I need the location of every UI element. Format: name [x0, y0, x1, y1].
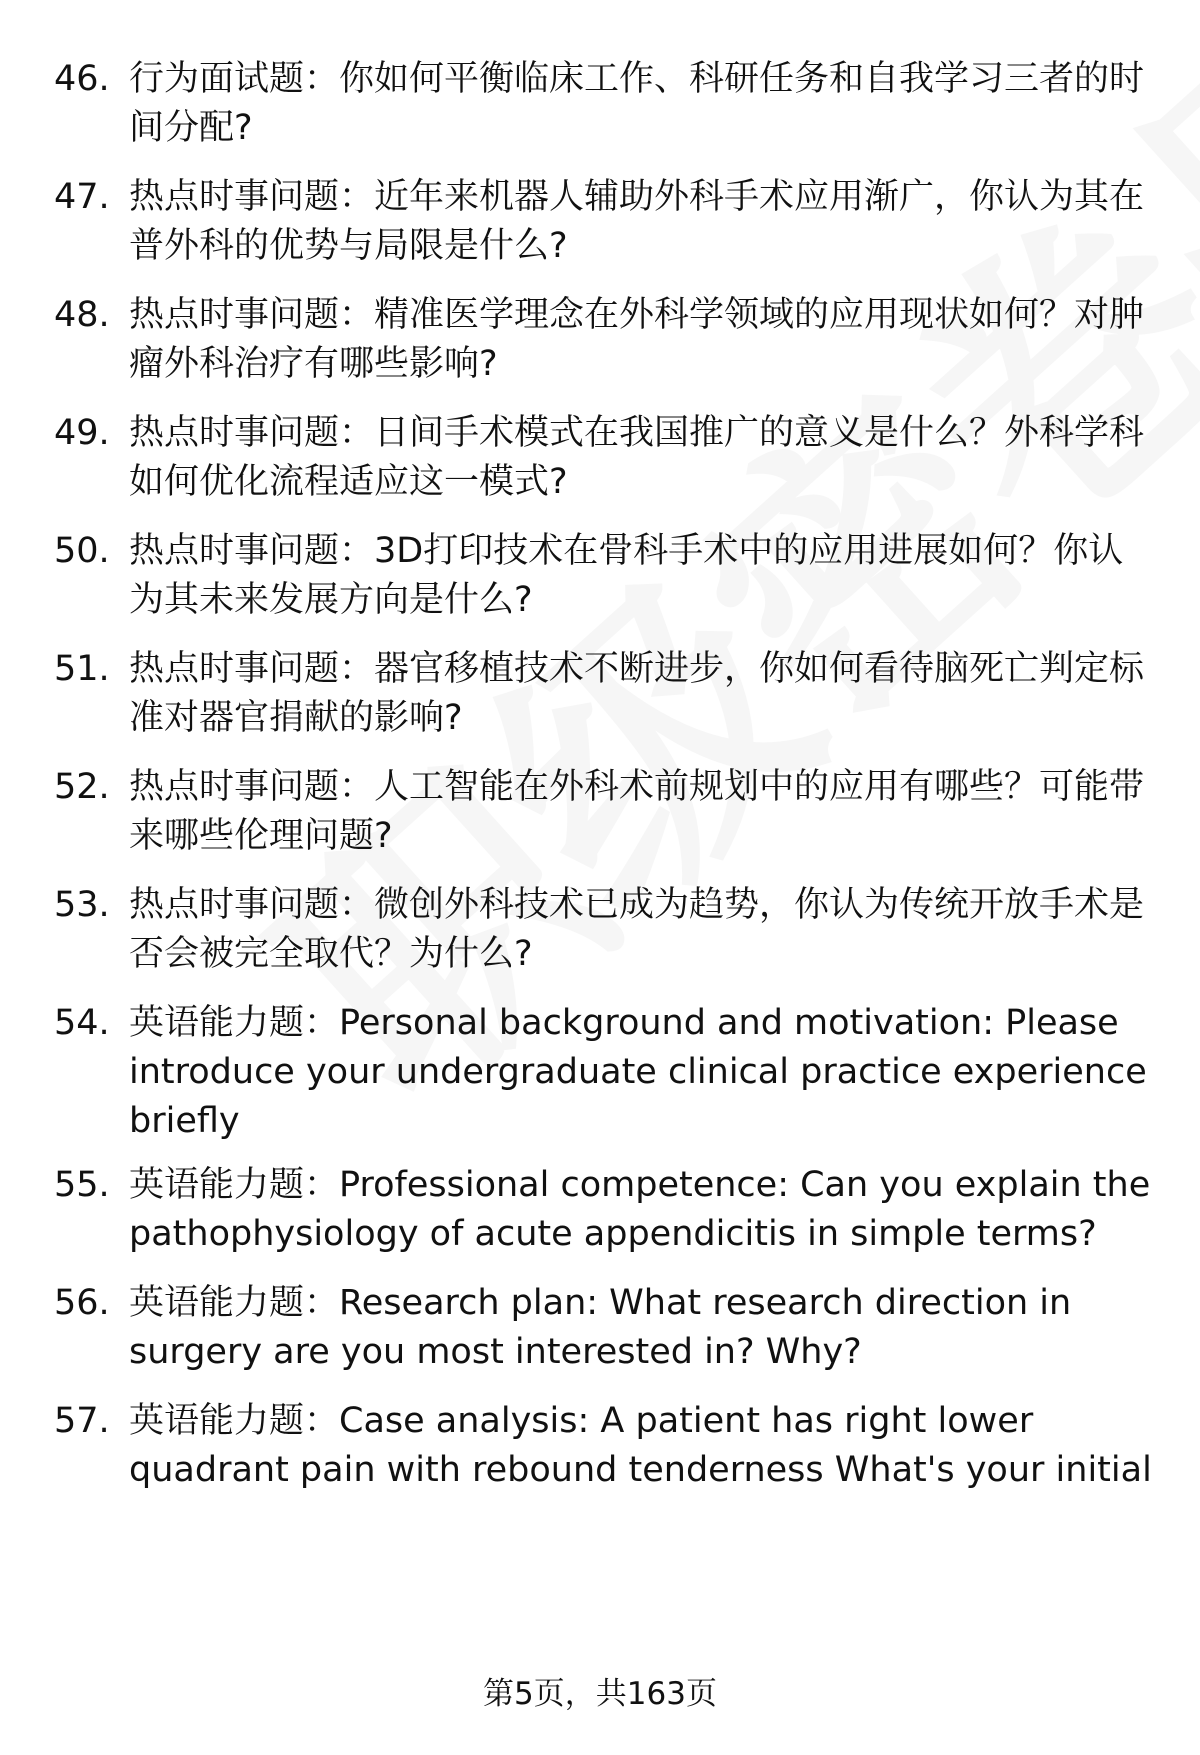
question-text — [129, 173, 1155, 271]
question-number: 54. — [54, 1003, 110, 1043]
question-text — [129, 1161, 1155, 1259]
question-category: 热点时事问题： — [129, 177, 375, 217]
question-body: 你如何平衡临床工作、科研任务和自我学习三者的时间分配? — [129, 59, 1145, 148]
question-text — [129, 999, 1155, 1146]
question-number: 52. — [54, 767, 110, 807]
question-number: 47. — [54, 177, 110, 217]
question-number: 49. — [54, 413, 110, 453]
question-body: 日间手术模式在我国推广的意义是什么？外科学科如何优化流程适应这一模式? — [129, 413, 1145, 502]
question-category: 热点时事问题： — [129, 531, 375, 571]
question-text — [129, 881, 1155, 979]
question-category: 热点时事问题： — [129, 413, 375, 453]
question-number: 51. — [54, 649, 110, 689]
question-number: 56. — [54, 1283, 110, 1323]
question-category: 热点时事问题： — [129, 767, 375, 807]
question-body: 3D打印技术在骨科手术中的应用进展如何？你认为其未来发展方向是什么? — [129, 531, 1124, 620]
question-category: 英语能力题： — [129, 1003, 340, 1043]
page-indicator: 第5页，共163页 — [483, 1676, 717, 1712]
question-number: 55. — [54, 1165, 110, 1205]
question-category: 热点时事问题： — [129, 649, 375, 689]
question-text — [129, 55, 1155, 153]
question-body: 近年来机器人辅助外科手术应用渐广，你认为其在普外科的优势与局限是什么? — [129, 177, 1145, 266]
question-category: 热点时事问题： — [129, 885, 375, 925]
question-text — [129, 645, 1155, 743]
question-number: 46. — [54, 59, 110, 99]
question-category: 英语能力题： — [129, 1401, 340, 1441]
question-number: 57. — [54, 1401, 110, 1441]
question-category: 热点时事问题： — [129, 295, 375, 335]
question-body: Case analysis: A patient has right lower quadrant pain with rebound tenderness What's your initial — [129, 1401, 1152, 1490]
question-text — [129, 1279, 1155, 1377]
question-body: 器官移植技术不断进步，你如何看待脑死亡判定标准对器官捐献的影响? — [129, 649, 1145, 738]
question-text — [129, 527, 1155, 625]
question-text — [129, 1397, 1155, 1495]
question-category: 英语能力题： — [129, 1283, 340, 1323]
question-text — [129, 763, 1155, 861]
question-body: 微创外科技术已成为趋势，你认为传统开放手术是否会被完全取代？为什么? — [129, 885, 1145, 974]
question-body: Research plan: What research direction in surgery are you most interested in? Why? — [129, 1283, 1072, 1372]
question-number: 48. — [54, 295, 110, 335]
question-body: 人工智能在外科术前规划中的应用有哪些？可能带来哪些伦理问题? — [129, 767, 1145, 856]
question-body: Professional competence: Can you explain the pathophysiology of acute appendicitis in simple terms? — [129, 1165, 1151, 1254]
question-text — [129, 291, 1155, 389]
question-number: 50. — [54, 531, 110, 571]
question-category: 英语能力题： — [129, 1165, 340, 1205]
question-body: 精准医学理念在外科学领域的应用现状如何？对肿瘤外科治疗有哪些影响? — [129, 295, 1145, 384]
question-number: 53. — [54, 885, 110, 925]
question-text — [129, 409, 1155, 507]
question-category: 行为面试题： — [129, 59, 340, 99]
question-body: Personal background and motivation: Please introduce your undergraduate clinical practice experience briefly — [129, 1003, 1147, 1141]
